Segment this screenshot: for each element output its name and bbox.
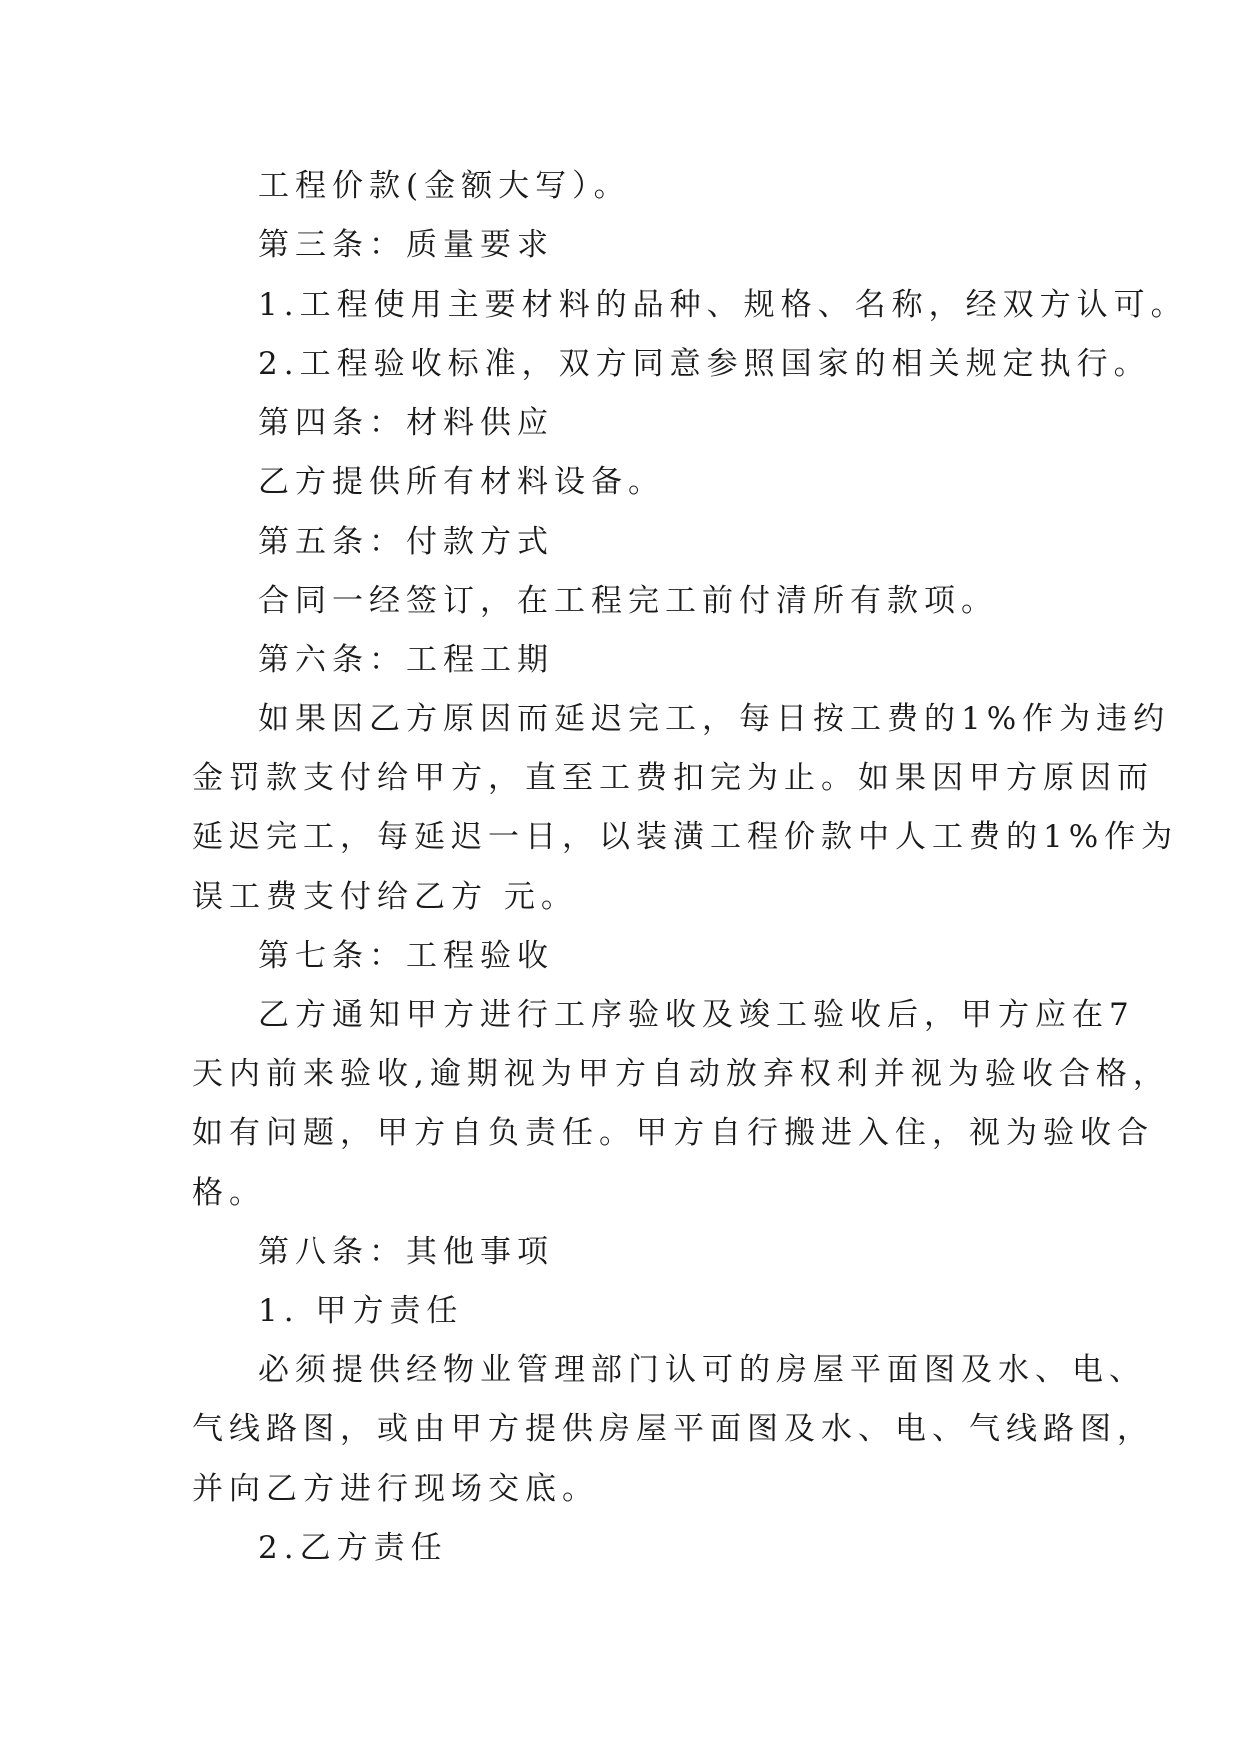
- heading-article-6: 第六条：工程工期: [258, 642, 554, 678]
- paragraph-payment: 合同一经签订，在工程完工前付清所有款项。: [258, 583, 998, 619]
- paragraph-party-a-line-3: 并向乙方进行现场交底。: [192, 1471, 599, 1507]
- paragraph-delay-line-1: 如果因乙方原因而延迟完工，每日按工费的1%作为违约: [258, 701, 1171, 737]
- heading-article-7: 第七条：工程验收: [258, 938, 554, 974]
- paragraph-acceptance-line-3: 如有问题，甲方自负责任。甲方自行搬进入住，视为验收合: [192, 1115, 1154, 1151]
- paragraph-acceptance-line-1: 乙方通知甲方进行工序验收及竣工验收后，甲方应在7: [258, 997, 1135, 1033]
- heading-article-5: 第五条：付款方式: [258, 524, 554, 560]
- heading-article-8: 第八条：其他事项: [258, 1234, 554, 1270]
- paragraph-acceptance-line-4: 格。: [192, 1175, 266, 1211]
- heading-article-3: 第三条：质量要求: [258, 227, 554, 263]
- list-item-materials: 1.工程使用主要材料的品种、规格、名称，经双方认可。: [258, 287, 1188, 323]
- paragraph-delay-line-4: 误工费支付给乙方 元。: [192, 879, 578, 915]
- paragraph-project-price: 工程价款(金额大写）。: [258, 168, 631, 204]
- paragraph-party-a-line-2: 气线路图，或由甲方提供房屋平面图及水、电、气线路图，: [192, 1411, 1154, 1447]
- list-item-party-a-duty: 1. 甲方责任: [258, 1293, 464, 1329]
- paragraph-material-supply: 乙方提供所有材料设备。: [258, 464, 665, 500]
- paragraph-party-a-line-1: 必须提供经物业管理部门认可的房屋平面图及水、电、: [258, 1352, 1146, 1388]
- list-item-party-b-duty: 2.乙方责任: [258, 1530, 448, 1566]
- paragraph-delay-line-3: 延迟完工，每延迟一日，以装潢工程价款中人工费的1%作为: [192, 819, 1179, 855]
- paragraph-acceptance-line-2: 天内前来验收,逾期视为甲方自动放弃权利并视为验收合格，: [192, 1056, 1170, 1092]
- paragraph-delay-line-2: 金罚款支付给甲方，直至工费扣完为止。如果因甲方原因而: [192, 760, 1154, 796]
- heading-article-4: 第四条：材料供应: [258, 405, 554, 441]
- list-item-acceptance-standard: 2.工程验收标准，双方同意参照国家的相关规定执行。: [258, 346, 1151, 382]
